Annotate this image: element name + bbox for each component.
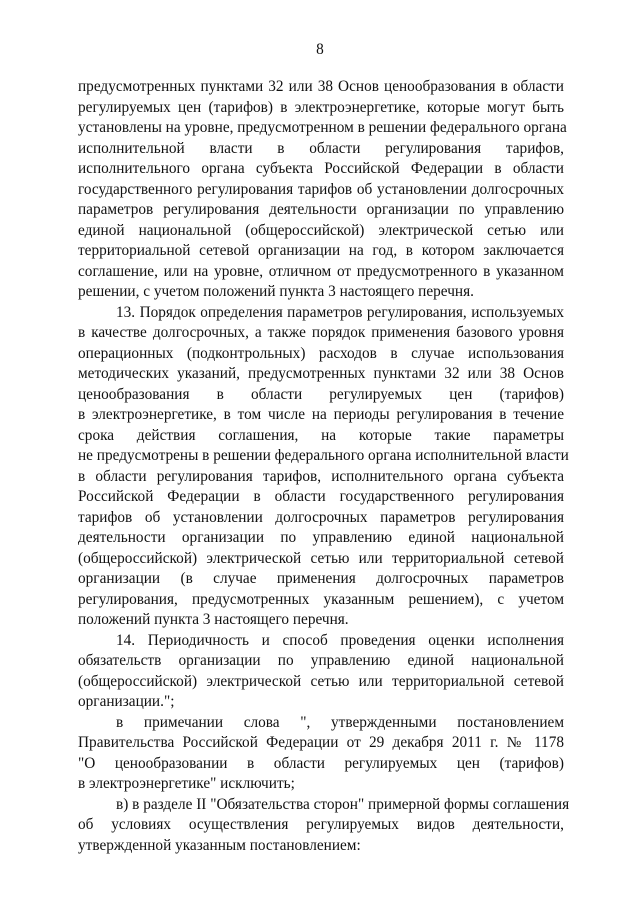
page-number: 8 bbox=[316, 41, 324, 58]
text-line: в области регулирования тарифов, исполнительного органа субъекта bbox=[78, 467, 564, 485]
text-line: тарифов об установлении долгосрочных параметров регулирования bbox=[78, 508, 564, 526]
text-line: об условиях осуществления регулируемых видов деятельности, bbox=[78, 816, 564, 833]
text-line: в электроэнергетике" исключить; bbox=[78, 775, 295, 792]
text-line: Российской Федерации в области государственного регулирования bbox=[78, 488, 564, 505]
text-line: государственного регулирования тарифов об установлении долгосрочных bbox=[78, 180, 564, 198]
document-body bbox=[78, 77, 570, 856]
text-line: методических указаний, предусмотренных пунктами 32 или 38 Основ bbox=[78, 365, 564, 382]
text-line: в электроэнергетике, в том числе на периоды регулирования в течение bbox=[78, 406, 564, 423]
text-line: установлены на уровне, предусмотренном в решении федерального органа bbox=[78, 119, 567, 136]
text-line: территориальной сетевой организации на год, в котором заключается bbox=[78, 242, 564, 259]
text-line: предусмотренных пунктами 32 или 38 Основ ценообразования в области bbox=[78, 78, 564, 95]
text-line: регулирования, предусмотренных указанным решением), с учетом bbox=[78, 590, 564, 608]
text-line: исполнительной власти в области регулирования тарифов, bbox=[78, 139, 564, 157]
text-line: в качестве долгосрочных, а также порядок применения базового уровня bbox=[78, 324, 564, 341]
text-line: (общероссийской) электрической сетью или территориальной сетевой bbox=[78, 549, 564, 567]
text-line: соглашение, или на уровне, отличном от предусмотренного в указанном bbox=[78, 262, 564, 280]
text-line: (общероссийской) электрической сетью или территориальной сетевой bbox=[78, 672, 564, 690]
text-line: регулируемых цен (тарифов) в электроэнергетике, которые могут быть bbox=[78, 98, 564, 116]
text-line: единой национальной (общероссийской) электрической сетью или bbox=[78, 221, 564, 239]
text-line: 14. Периодичность и способ проведения оценки исполнения bbox=[116, 631, 564, 649]
text-line: операционных (подконтрольных) расходов в случае использования bbox=[78, 344, 564, 362]
text-line: организации (в случае применения долгосрочных параметров bbox=[78, 570, 564, 587]
text-line: решении, с учетом положений пункта 3 настоящего перечня. bbox=[78, 283, 474, 300]
text-line: в примечании слова ", утвержденными постановлением bbox=[116, 713, 564, 731]
text-line: ценообразования в области регулируемых цен (тарифов) bbox=[78, 385, 564, 403]
text-line: утвержденной указанным постановлением: bbox=[78, 836, 361, 854]
text-line: "О ценообразовании в области регулируемых цен (тарифов) bbox=[78, 754, 564, 772]
text-line: 13. Порядок определения параметров регулирования, используемых bbox=[116, 303, 564, 321]
text-line: срока действия соглашения, на которые такие параметры bbox=[78, 426, 564, 444]
text-line: Правительства Российской Федерации от 29 декабря 2011 г. № 1178 bbox=[78, 734, 564, 751]
text-line: не предусмотрены в решении федерального органа исполнительной власти bbox=[78, 447, 569, 464]
text-line: обязательств организации по управлению единой национальной bbox=[78, 652, 564, 669]
text-line: организации."; bbox=[78, 693, 175, 710]
text-line: деятельности организации по управлению единой национальной bbox=[78, 529, 564, 546]
text-line: параметров регулирования деятельности организации по управлению bbox=[78, 201, 564, 218]
text-line: положений пункта 3 настоящего перечня. bbox=[78, 611, 349, 628]
text-line: в) в разделе II "Обязательства сторон" примерной формы соглашения bbox=[116, 795, 570, 813]
text-line: исполнительного органа субъекта Российской Федерации в области bbox=[78, 160, 564, 177]
